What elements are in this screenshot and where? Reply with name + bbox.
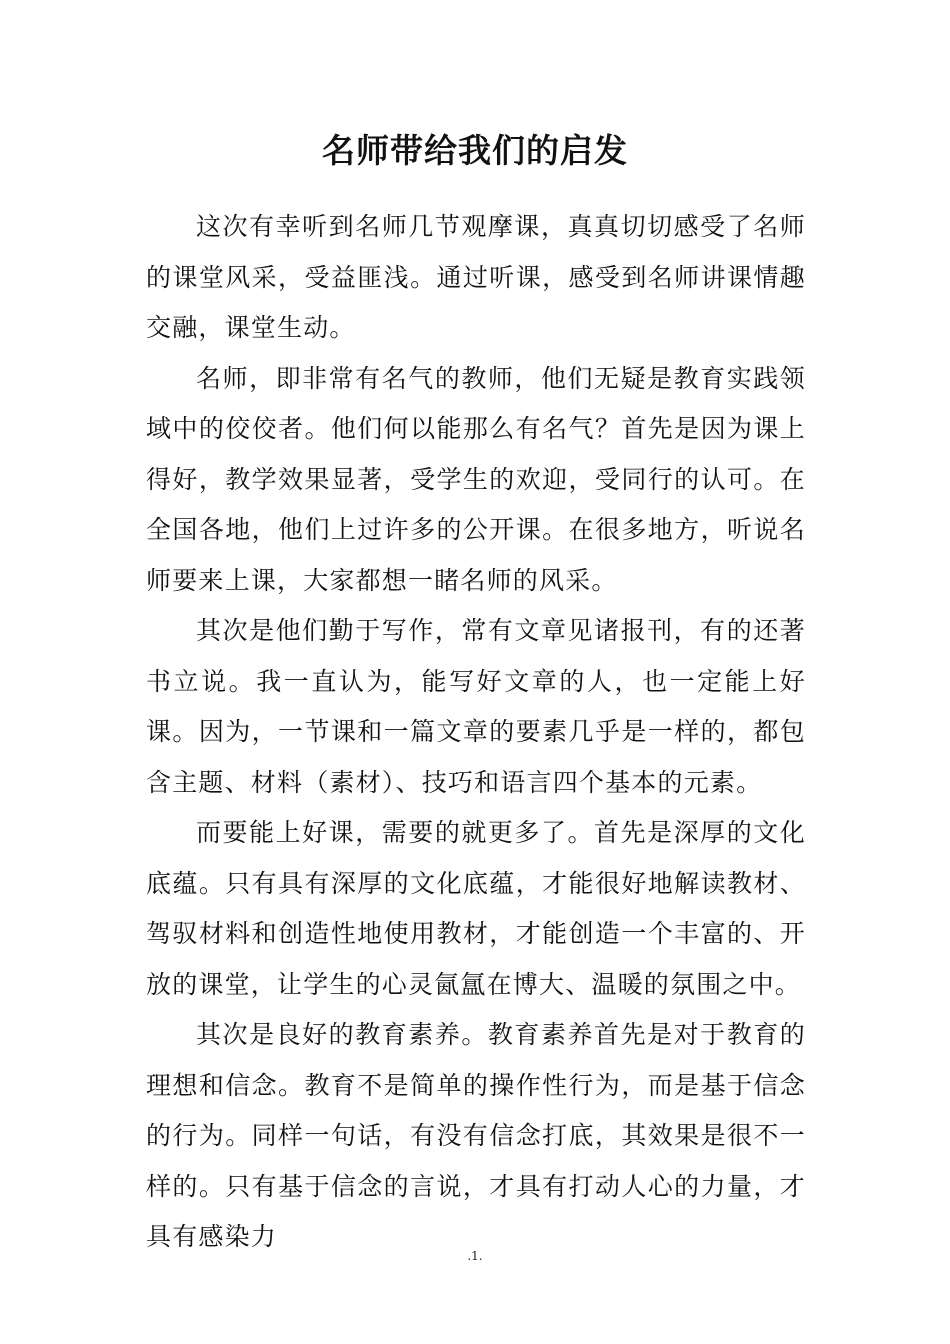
paragraph-1: 这次有幸听到名师几节观摩课，真真切切感受了名师的课堂风采，受益匪浅。通过听课，感受到名师讲课情趣交融，课堂生动。	[146, 212, 806, 342]
document-body	[146, 202, 806, 1263]
paragraph-5: 其次是良好的教育素养。教育素养首先是对于教育的理想和信念。教育不是简单的操作性行为，而是基于信念的行为。同样一句话，有没有信念打底，其效果是很不一样的。只有基于信念的言说，才具有打动人心的力量，才具有感染力	[146, 1020, 806, 1251]
page-number: .1.	[467, 1249, 483, 1263]
document-title: 名师带给我们的启发	[322, 131, 628, 170]
paragraph-3: 其次是他们勤于写作，常有文章见诸报刊，有的还著书立说。我一直认为，能写好文章的人，也一定能上好课。因为，一节课和一篇文章的要素几乎是一样的，都包含主题、材料（素材）、技巧和语言四个基本的元素。	[146, 616, 806, 797]
paragraph-4: 而要能上好课，需要的就更多了。首先是深厚的文化底蕴。只有具有深厚的文化底蕴，才能很好地解读教材、驾驭材料和创造性地使用教材，才能创造一个丰富的、开放的课堂，让学生的心灵氤氲在博大、温暖的氛围之中。	[146, 818, 806, 999]
paragraph-2: 名师，即非常有名气的教师，他们无疑是教育实践领域中的佼佼者。他们何以能那么有名气？首先是因为课上得好，教学效果显著，受学生的欢迎，受同行的认可。在全国各地，他们上过许多的公开课。在很多地方，听说名师要来上课，大家都想一睹名师的风采。	[146, 363, 806, 595]
